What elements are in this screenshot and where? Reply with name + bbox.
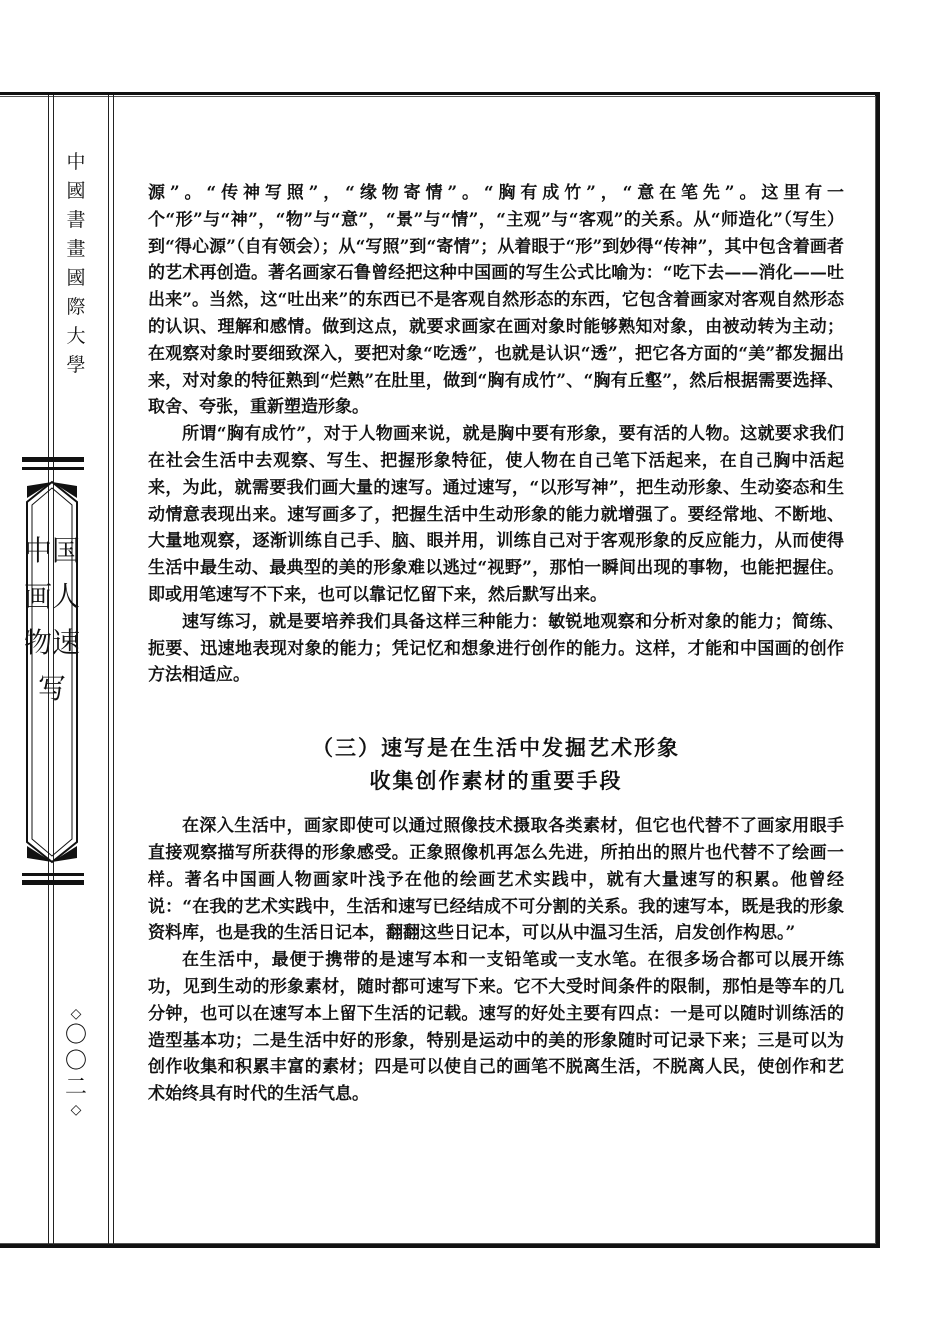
section-heading: （三）速写是在生活中发掘艺术形象 (312, 735, 680, 761)
sidebar-rule (113, 95, 114, 1245)
book-title-label (23, 478, 81, 866)
book-title-vertical: 中国画人物速写 (23, 534, 80, 705)
section-heading: 收集创作素材的重要手段 (369, 768, 623, 794)
label-bottom-bar (22, 873, 84, 876)
diamond-icon: ◇ (70, 1006, 82, 1022)
label-bottom-bar (22, 880, 84, 885)
diamond-icon: ◇ (70, 1102, 82, 1118)
paragraph: 速写练习，就是要培养我们具备这样三种能力：敏锐地观察和分析对象的能力；简练、扼要、迅速地表现对象的能力；凭记忆和想象进行创作的能力。这样，才能和中国画的创作方法相适应。 (148, 611, 844, 686)
paragraph: 在生活中，最便于携带的是速写本和一支铅笔或一支水笔。在很多场合都可以展开练功，见到生动的形象素材，随时都可速写下来。它不大受时间条件的限制，那怕是等车的几分钟，也可以在速写本上留下生活的记载。速写的好处主要有四点：一是可以随时训练活的造型基本功；二是生活中好的形象，特别是运动中的美的形象随时可记录下来；三是可以为创作收集和积累丰富的素材；四是可以使自己的画笔不脱离生活，不脱离人民，使创作和艺术始终具有时代的生活气息。 (148, 950, 844, 1105)
label-top-bar (22, 457, 84, 462)
paragraph: 源”。“传神写照”，“缘物寄情”。“胸有成竹”，“意在笔先”。这里有一个“形”与“神”，“物”与“意”，“景”与“情”，“主观”与“客观”的关系。从“师造化”（写生）到“得心源”（自有领会）；从“写照”到“寄情”；从着眼于“形”到妙得“传神”，其中包含着画者的艺术再创造。著名画家石鲁曾经把这种中国画的写生公式比喻为：“吃下去——消化——吐出来”。当然，这“吐出来”的东西已不是客观自然形态的东西，它包含着画家对客观自然形态的认识、理解和感情。做到这点，就要求画家在画对象时能够熟知对象，由被动转为主动；在观察对象时要细致深入，要把对象“吃透”，也就是认识“透”，把它各方面的“美”都发掘出来，对对象的特征熟到“烂熟”在肚里，做到“胸有成竹”、“胸有丘壑”，然后根据需要选择、取舍、夸张，重新塑造形象。 (148, 183, 844, 418)
paragraph: 所谓“胸有成竹”，对于人物画来说，就是胸中要有形象，要有活的人物。这就要求我们在社会生活中去观察、写生、把握形象特征，使人物在自己笔下活起来，在自己胸中活起来，为此，就需要我们画大量的速写。通过速写，“以形写神”，把生动形象、生动姿态和生动情意表现出来。速写画多了，把握生活中生动形象的能力就增强了。要经常地、不断地、大量地观察，逐渐训练自己手、脑、眼并用，训练自己对于客观形象的反应能力，从而使得生活中最生动、最典型的美的形象难以逃过“视野”，那怕一瞬间出现的事物，也能把握住。即或用笔速写不下来，也可以靠记忆留下来，然后默写出来。 (148, 424, 844, 605)
page-number-text: 〇〇二 (64, 1023, 87, 1100)
main-text (148, 180, 844, 1108)
label-top-bar (22, 467, 84, 470)
page-number (58, 1005, 94, 1119)
university-name: 中國書畫國際大學 (66, 151, 86, 376)
sidebar-rule (108, 95, 109, 1245)
paragraph: 在深入生活中，画家即使可以通过照像技术摄取各类素材，但它也代替不了画家用眼手直接观察描写所获得的形象感受。正象照像机再怎么先进，所拍出的照片也代替不了绘画一样。著名中国画人物画家叶浅予在他的绘画艺术实践中，就有大量速写的积累。他曾经说：“在我的艺术实践中，生活和速写已经结成不可分割的关系。我的速写本，既是我的形象资料库，也是我的生活日记本，翻翻这些日记本，可以从中温习生活，启发创作构思。” (148, 816, 844, 944)
